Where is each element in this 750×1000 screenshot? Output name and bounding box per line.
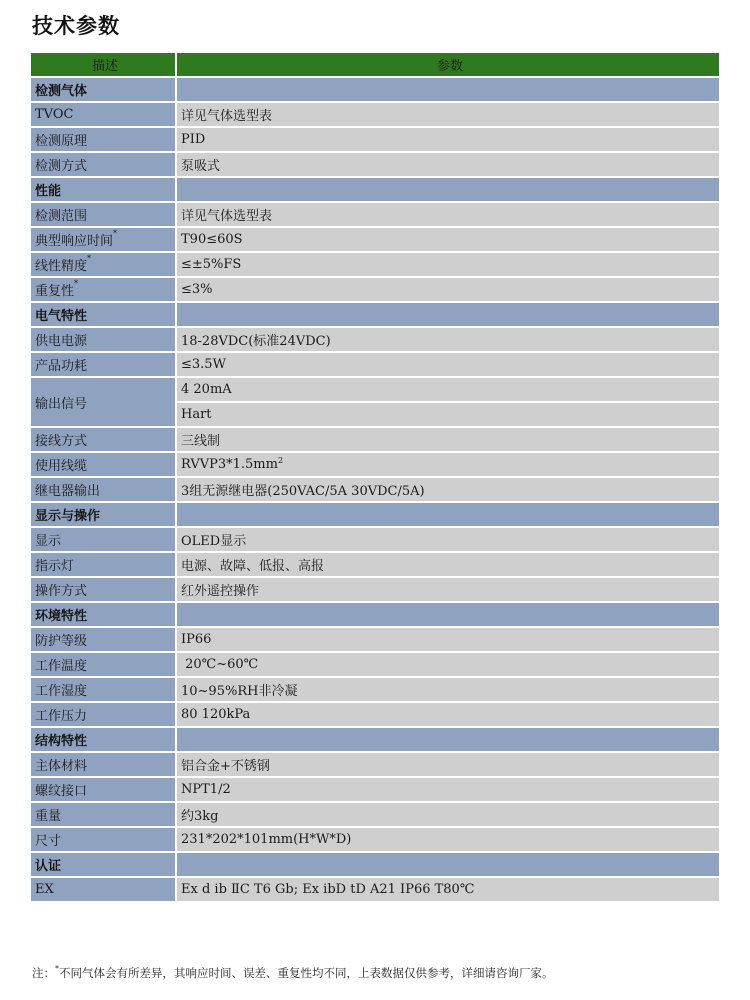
row-label: 指示灯 (31, 553, 177, 576)
table-row (31, 778, 719, 801)
row-label: 工作温度 (31, 653, 177, 676)
table-row (31, 878, 719, 901)
row-value: 电源、故障、低报、高报 (177, 553, 719, 576)
row-label: 接线方式 (31, 428, 177, 451)
row-value: T90≤60S (177, 228, 719, 251)
section-row (31, 303, 719, 326)
section-title: 电气特性 (31, 303, 177, 326)
footnote-marker: * (87, 254, 92, 263)
row-label: 主体材料 (31, 753, 177, 776)
row-label-cell (31, 228, 177, 251)
table-row (31, 278, 719, 301)
row-value-cell (177, 453, 719, 476)
row-value: 泵吸式 (177, 153, 719, 176)
section-title: 环境特性 (31, 603, 177, 626)
row-value: RVVP3*1.5mm (181, 457, 278, 472)
row-label: 显示 (31, 528, 177, 551)
section-row (31, 178, 719, 201)
row-value: 三线制 (177, 428, 719, 451)
footnote (32, 965, 732, 981)
footnote-marker: * (55, 964, 59, 973)
column-header-description: 描述 (31, 53, 177, 76)
row-value: 10~95%RH非冷凝 (177, 678, 719, 701)
section-title: 认证 (31, 853, 177, 876)
row-label: 线性精度 (35, 259, 88, 274)
section-row (31, 503, 719, 526)
table-row (31, 703, 719, 726)
column-header-parameter: 参数 (177, 53, 719, 76)
row-label: 输出信号 (31, 378, 177, 426)
row-label: 重量 (31, 803, 177, 826)
row-value: OLED显示 (177, 528, 719, 551)
row-value: 4 20mA (177, 378, 719, 401)
row-label: 继电器输出 (31, 478, 177, 501)
footnote-text: 不同气体会有所差异，其响应时间、误差、重复性均不同，上表数据仅供参考，详细请咨询厂家。 (59, 966, 554, 980)
table-row (31, 128, 719, 151)
section-title: 结构特性 (31, 728, 177, 751)
section-row (31, 728, 719, 751)
section-title: 检测气体 (31, 78, 177, 101)
row-value: 详见气体选型表 (177, 103, 719, 126)
table-header-row (31, 53, 719, 76)
row-value: IP66 (177, 628, 719, 651)
row-value: 3组无源继电器(250VAC/5A 30VDC/5A) (177, 478, 719, 501)
row-label: 螺纹接口 (31, 778, 177, 801)
table-row (31, 378, 719, 401)
row-label: EX (31, 878, 177, 901)
table-row (31, 103, 719, 126)
row-value: Ex d ib ⅡC T6 Gb; Ex ibD tD A21 IP66 T80℃ (177, 878, 719, 901)
superscript: 2 (277, 456, 284, 465)
table-row (31, 528, 719, 551)
table-row (31, 228, 719, 251)
row-label: 供电电源 (31, 328, 177, 351)
table-row (31, 153, 719, 176)
row-value: ≤3% (177, 278, 719, 301)
row-label: 使用线缆 (31, 453, 177, 476)
table-row (31, 428, 719, 451)
table-row (31, 753, 719, 776)
section-title: 显示与操作 (31, 503, 177, 526)
footnote-prefix: 注： (32, 966, 55, 980)
table-row (31, 478, 719, 501)
row-value: ≤±5%FS (177, 253, 719, 276)
row-value: 80 120kPa (177, 703, 719, 726)
row-label-cell (31, 278, 177, 301)
table-row (31, 253, 719, 276)
row-label: 产品功耗 (31, 353, 177, 376)
row-label: 重复性 (35, 284, 75, 299)
section-row (31, 853, 719, 876)
row-value: NPT1/2 (177, 778, 719, 801)
row-value: 详见气体选型表 (177, 203, 719, 226)
table-row (31, 328, 719, 351)
row-label: TVOC (31, 103, 177, 126)
section-row (31, 603, 719, 626)
table-row (31, 678, 719, 701)
section-row (31, 78, 719, 101)
row-value: PID (177, 128, 719, 151)
row-value: 红外遥控操作 (177, 578, 719, 601)
page-title: 技术参数 (32, 14, 120, 38)
row-value: 231*202*101mm(H*W*D) (177, 828, 719, 851)
row-label-cell (31, 253, 177, 276)
footnote-marker: * (113, 229, 118, 238)
table-row (31, 353, 719, 376)
row-label: 工作压力 (31, 703, 177, 726)
row-label: 操作方式 (31, 578, 177, 601)
table-row (31, 828, 719, 851)
row-value: 约3kg (177, 803, 719, 826)
row-value: 20℃~60℃ (177, 653, 719, 676)
row-label: 检测原理 (31, 128, 177, 151)
row-value: 铝合金+不锈钢 (177, 753, 719, 776)
row-label: 典型响应时间 (35, 234, 114, 249)
table-row (31, 653, 719, 676)
row-label: 工作湿度 (31, 678, 177, 701)
section-title: 性能 (31, 178, 177, 201)
row-value: Hart (177, 403, 719, 426)
row-label: 检测范围 (31, 203, 177, 226)
table-row (31, 578, 719, 601)
row-value: ≤3.5W (177, 353, 719, 376)
spec-table (31, 51, 719, 903)
table-row (31, 628, 719, 651)
row-value: 18-28VDC(标准24VDC) (177, 328, 719, 351)
table-row (31, 553, 719, 576)
row-label: 尺寸 (31, 828, 177, 851)
table-row (31, 203, 719, 226)
footnote-marker: * (74, 279, 79, 288)
row-label: 防护等级 (31, 628, 177, 651)
row-label: 检测方式 (31, 153, 177, 176)
table-row (31, 803, 719, 826)
table-row (31, 453, 719, 476)
